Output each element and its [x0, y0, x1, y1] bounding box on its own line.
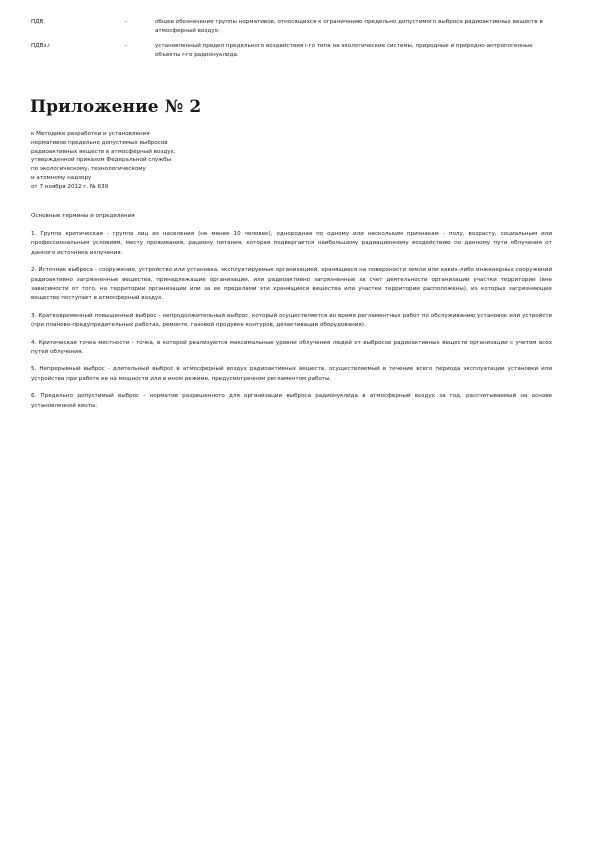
- approval-line: и атомному надзору: [31, 174, 92, 181]
- term-item: 5. Непрерывный выброс - длительный выброс в атмосферный воздух радиоактивных веществ, осуществляемый в течение всего периода эксплуатации установки или устройства при работе ее на мощности или в ином режиме, предусмотренном регламентом работы.: [31, 366, 552, 382]
- term-item: 3. Кратковременный повышенный выброс - непродолжительный выброс, который осуществляется во время регламентных работ по обслуживанию установок или устройств (при планово-предупредительных работах, ремонте, газовой продувке контуров, дезактивации оборудования).: [31, 312, 552, 329]
- definition-row: [31, 42, 551, 59]
- appendix-heading: Приложение № 2: [30, 97, 202, 117]
- definition-text: установленный предел предельного воздействия i-го типа на экологические системы, природные и природно-антропогенные объекты r-го радионуклида.: [155, 43, 533, 58]
- section-subheading: Основные термины и определения: [31, 213, 135, 219]
- definition-term: ПДВз,i: [31, 43, 50, 50]
- approval-line: по экологическому, технологическому: [31, 166, 146, 173]
- term-item: 4. Критическая точка местности - точка, в которой реализуются максимальные уровни облучения людей от выбросов радиоактивных веществ организации с учетом всех путей облучения.: [31, 339, 552, 356]
- approval-line: от 7 ноября 2012 г. № 639: [31, 183, 109, 190]
- terms-list: [31, 230, 552, 417]
- definition-text: общее обозначение группы нормативов, относящихся к ограничению предельно допустимого выброса радиоактивных веществ в атмосферный воздух;: [155, 19, 543, 34]
- approval-line: нормативов предельно допустимых выбросов: [31, 139, 168, 146]
- definitions-table: [31, 18, 551, 59]
- approval-line: к Методике разработки и установления: [31, 131, 150, 137]
- definition-term: ПДВ: [31, 19, 44, 25]
- definition-row: [31, 18, 551, 35]
- approval-block: [31, 130, 291, 192]
- term-item: 1. Группа критическая - группа лиц из населения (не менее 10 человек), однородная по одному или нескольким признакам - полу, возрасту, социальным или профессиональным условиям, месту проживания, рациону питания, которая подвергается наибольшему радиационному воздействию по данному пути облучения от данного источника излучения.: [31, 231, 552, 256]
- approval-line: радиоактивных веществ в атмосферный воздух,: [31, 148, 176, 155]
- approval-line: утвержденной приказом Федеральной службы: [31, 157, 172, 164]
- term-item: 6. Предельно допустимый выброс - норматив разрешенного для организации выброса радионуклида в атмосферный воздух за год, рассчитываемый на основе установленной квоты.: [31, 393, 552, 409]
- definition-dash: -: [125, 19, 128, 25]
- definition-dash: -: [125, 43, 128, 50]
- term-item: 2. Источник выброса - сооружение, устройство или установка, эксплуатируемые организацией, хранящиеся на поверхности земли или каких-либо инженерных сооружений радиоактивно загрязненные вещества, принадлежащие организации, или радиоактивно загрязненные за счет деятельности организации участки территории (вне зависимости от того, на территории организации или за ее пределами эти хранящиеся вещества или участки территории расположены), из которых загрязняющее вещество поступает в атмосферный воздух.: [31, 267, 552, 302]
